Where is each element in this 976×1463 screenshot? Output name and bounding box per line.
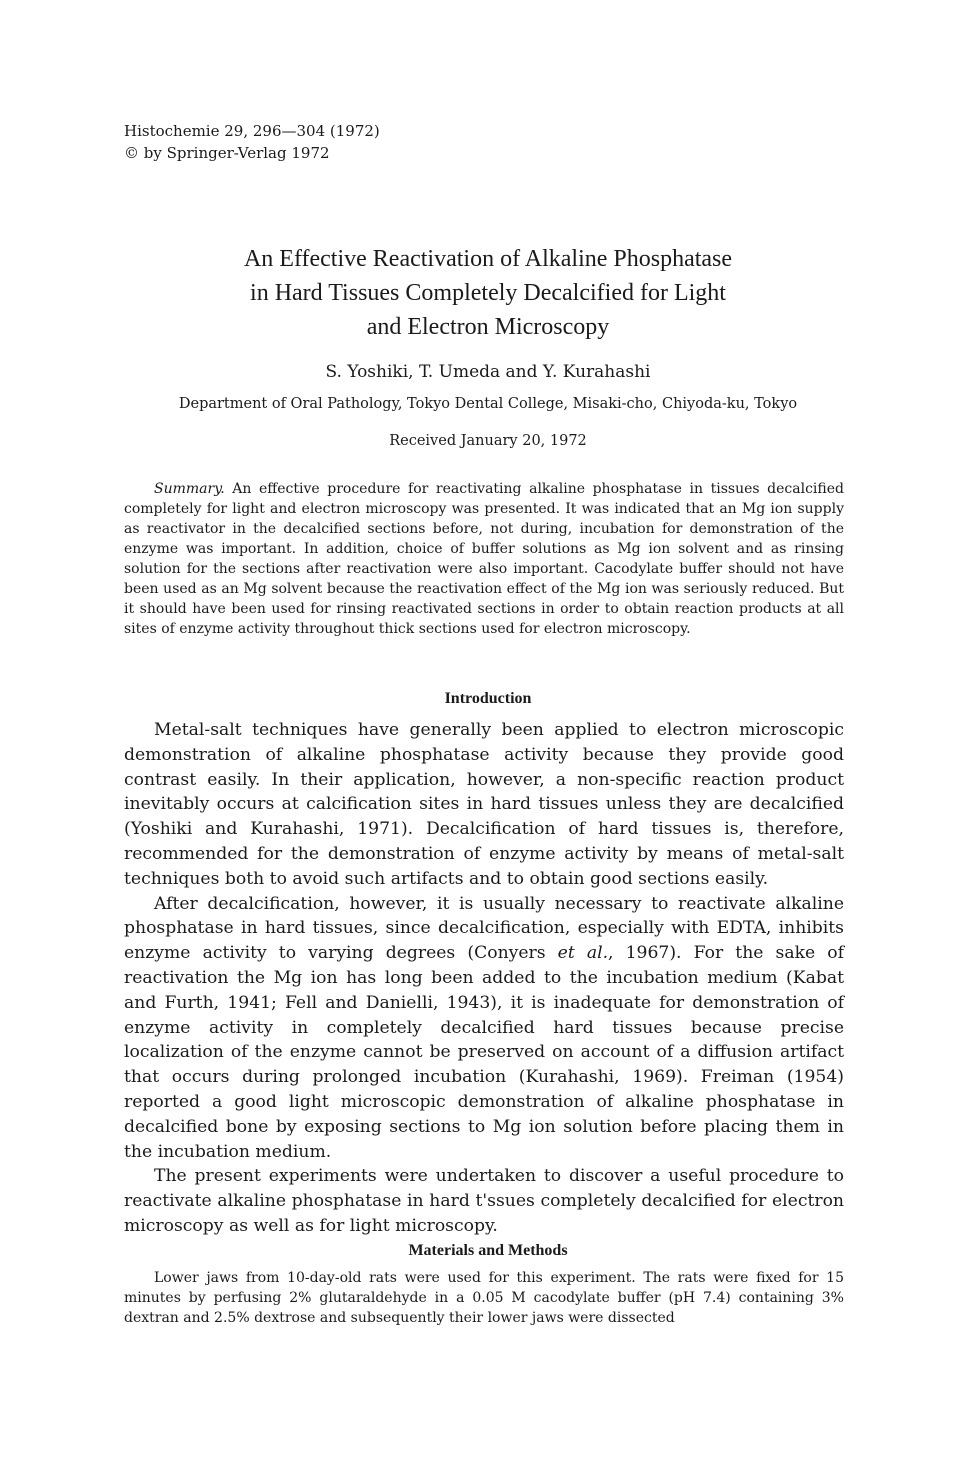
journal-header xyxy=(124,120,380,164)
authors: S. Yoshiki, T. Umeda and Y. Kurahashi xyxy=(325,362,651,382)
received-date: Received January 20, 1972 xyxy=(389,433,587,449)
intro-p2-etal: et al. xyxy=(557,943,609,964)
journal-citation: Histochemie 29, 296—304 (1972) xyxy=(124,122,380,140)
intro-paragraph-2 xyxy=(124,892,844,1165)
title-line-3: and Electron Microscopy xyxy=(366,314,610,340)
intro-paragraph-1: Metal-salt techniques have generally been applied to electron microscopic demonstration of alkaline phosphatase activity because they provide good contrast easily. In their application, however, a non-specific reaction product inevitably occurs at calcification sites in hard tissues unless they are decalcified (Yoshiki and Kurahashi, 1971). Decalcification of hard tissues is, therefore, recommended for the demonstration of enzyme activity by means of metal-salt techniques both to avoid such artifacts and to obtain good sections easily. xyxy=(124,720,844,889)
affiliation: Department of Oral Pathology, Tokyo Dental College, Misaki-cho, Chiyoda-ku, Tokyo xyxy=(178,396,798,412)
summary-text: An effective procedure for reactivating alkaline phosphatase in tissues decalcified completely for light and electron microscopy was presented. It was indicated that an Mg ion supply as reactivator in the decalcified sections before, not during, incubation for demonstration of the enzyme was important. In addition, choice of buffer solutions as Mg ion solvent and as rinsing solution for the sections after reactivation were also important. Cacodylate buffer should not have been used as an Mg solvent because the reactivation effect of the Mg ion was seriously reduced. But it should have been used for rinsing reactivated sections in order to obtain reaction products at all sites of enzyme activity throughout thick sections used for electron microscopy. xyxy=(124,481,844,637)
title-line-2: in Hard Tissues Completely Decalcified for Light xyxy=(250,280,726,306)
paper-title xyxy=(120,242,856,344)
introduction-heading: Introduction xyxy=(444,690,532,707)
summary-lead: Summary. xyxy=(154,481,225,497)
title-line-1: An Effective Reactivation of Alkaline Phosphatase xyxy=(243,246,733,272)
intro-p2-part-a: After decalcification, however, it is usually necessary to reactivate alkaline phosphatase in hard tissues, since decalcification, especially with EDTA, inhibits enzyme activity to varying degrees (Conyers xyxy=(124,893,844,964)
methods-paragraph: Lower jaws from 10-day-old rats were used for this experiment. The rats were fixed for 15 minutes by perfusing 2% glutaraldehyde in a 0.05 M cacodylate buffer (pH 7.4) containing 3% dextran and 2.5% dextrose and subsequently their lower jaws were dissected xyxy=(124,1270,844,1326)
intro-paragraph-3: The present experiments were undertaken to discover a useful procedure to reactivate alkaline phosphatase in hard t'ssues completely decalcified for electron microscopy as well as for light microscopy. xyxy=(124,1166,844,1236)
methods-heading: Materials and Methods xyxy=(408,1242,568,1259)
copyright-line: © by Springer-Verlag 1972 xyxy=(124,144,330,162)
introduction-body xyxy=(124,718,844,1239)
summary-paragraph xyxy=(124,479,844,639)
intro-p2-part-b: , 1967). For the sake of reactivation the Mg ion has long been added to the incubation medium (Kabat and Furth, 1941; Fell and Danielli, 1943), it is inadequate for demonstration of enzyme activity in completely decalcified hard tissues because precise localization of the enzyme cannot be preserved on account of a diffusion artifact that occurs during prolonged incubation (Kurahashi, 1969). Freiman (1954) reported a good light microscopic demonstration of alkaline phosphatase in decalcified bone by exposing sections to Mg ion solution before placing them in the incubation medium. xyxy=(124,943,844,1162)
